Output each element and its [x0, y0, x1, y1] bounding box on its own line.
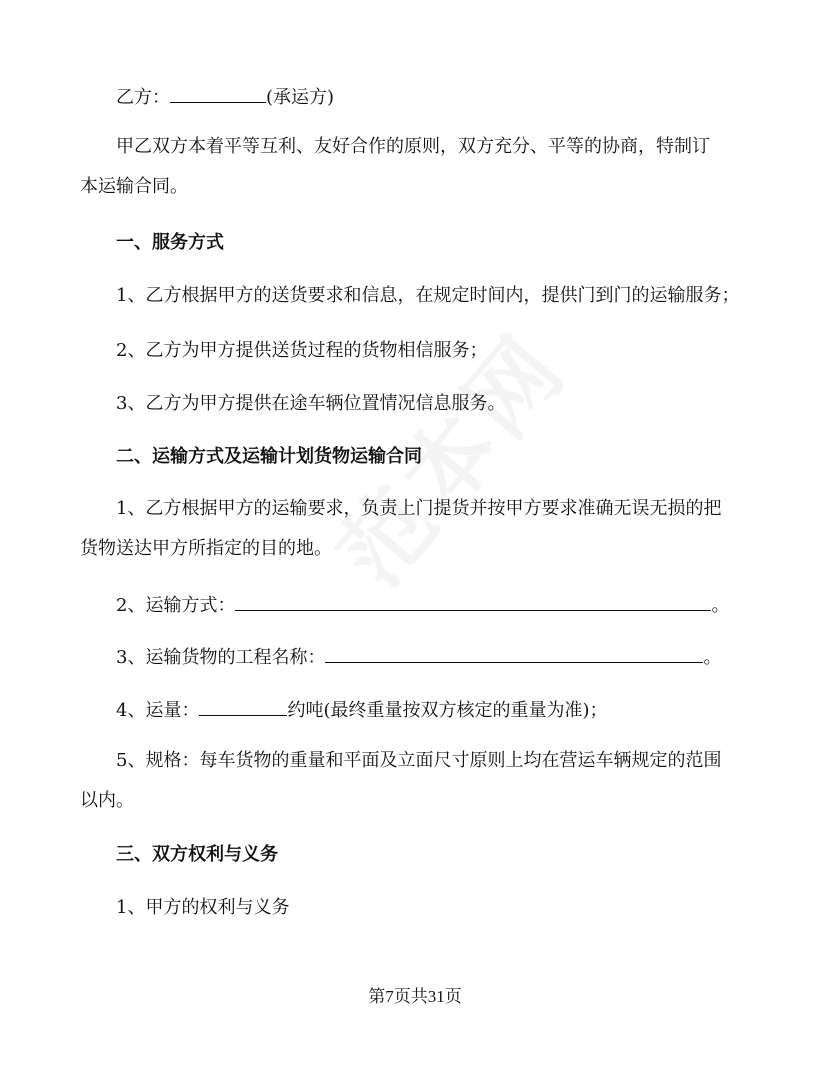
transport-mode-end: 。 [711, 595, 730, 616]
section-2-item-2 [0, 592, 830, 618]
volume-blank [199, 697, 287, 716]
section-2-item-3 [0, 644, 830, 670]
section-2-item-4 [0, 697, 830, 723]
intro-line-1: 甲乙双方本着平等互利、友好合作的原则，双方充分、平等的协商，特制订 [116, 136, 710, 157]
project-name-label: 3、运输货物的工程名称： [116, 647, 326, 668]
section-1-item-1: 1、乙方根据甲方的送货要求和信息，在规定时间内，提供门到门的运输服务； [116, 285, 740, 306]
section-2-item-5-line-2: 以内。 [80, 790, 134, 811]
section-2-item-5-line-1: 5、规格：每车货物的重量和平面及立面尺寸原则上均在营运车辆规定的范围 [116, 750, 722, 771]
section-1-item-2: 2、乙方为甲方提供送货过程的货物相信服务； [116, 340, 488, 361]
party-b-blank [170, 84, 266, 103]
section-2-item-1-line-1: 1、乙方根据甲方的运输要求，负责上门提货并按甲方要求准确无误无损的把 [116, 498, 722, 519]
page-number: 第7页共31页 [368, 987, 462, 1006]
section-1-item-3: 3、乙方为甲方提供在途车辆位置情况信息服务。 [116, 393, 506, 414]
section-3-title: 三、双方权利与义务 [116, 844, 278, 865]
intro-line-2: 本运输合同。 [80, 176, 188, 197]
party-b-label: 乙方： [116, 87, 170, 108]
section-2-title: 二、运输方式及运输计划货物运输合同 [116, 446, 422, 467]
volume-label: 4、运量： [116, 700, 200, 721]
section-1-title: 一、服务方式 [116, 232, 224, 253]
volume-suffix: 约吨(最终重量按双方核定的重量为准)； [287, 700, 608, 721]
project-name-blank [325, 644, 703, 663]
section-3-item-1: 1、甲方的权利与义务 [116, 897, 290, 918]
section-2-item-1-line-2: 货物送达甲方所指定的目的地。 [80, 538, 332, 559]
party-b-line [0, 84, 830, 110]
transport-mode-blank [235, 592, 711, 611]
transport-mode-label: 2、运输方式： [116, 595, 236, 616]
project-name-end: 。 [703, 647, 722, 668]
party-b-suffix: (承运方) [266, 87, 335, 108]
